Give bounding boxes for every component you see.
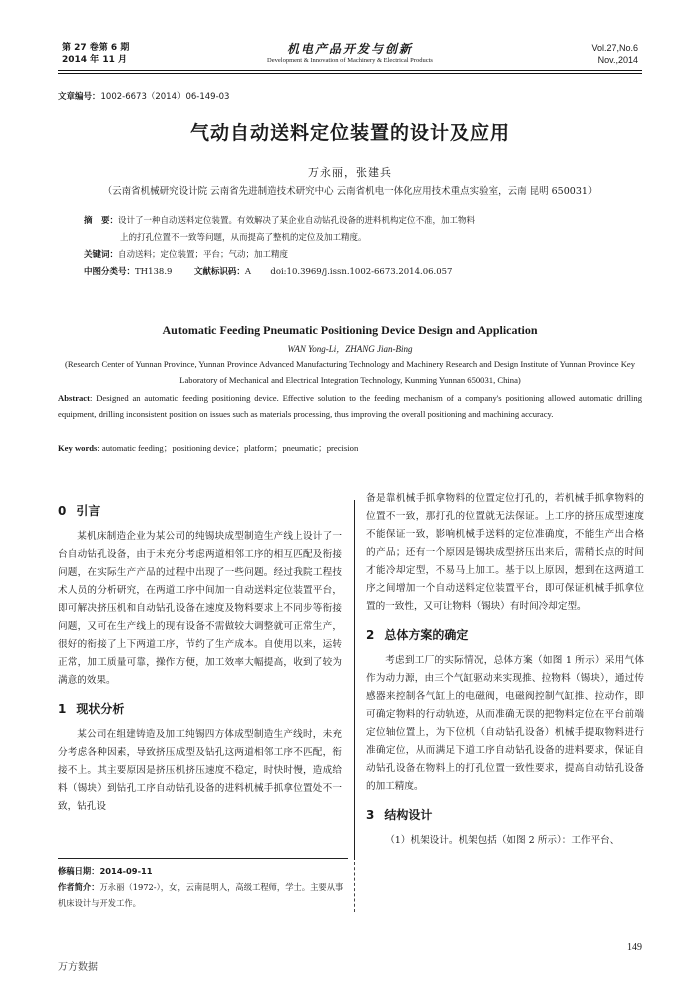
paragraph: （1）机架设计。机架包括（如图 2 所示）：工作平台、 (385, 835, 620, 846)
header-left (62, 42, 129, 66)
header-rule-thin (58, 73, 642, 74)
body-left-column (58, 492, 342, 816)
paper-affiliation: （云南省机械研究设计院 云南省先进制造技术研究中心 云南省机电一体化应用技术重点实验室，云南 昆明 650031） (102, 186, 598, 197)
received-date (58, 863, 348, 879)
english-keywords-text: : automatic feeding；positioning device；platform；pneumatic；precision (97, 443, 359, 453)
english-authors: WAN Yong-Li，ZHANG Jian-Bing (287, 344, 413, 354)
author-bio-value: 万永丽（1972-），女，云南昆明人，高级工程师，学士。主要从事机床设计与开发工作。 (58, 882, 344, 908)
footnote (58, 858, 348, 911)
english-abstract (58, 390, 642, 422)
abstract-cn-line1: 设计了一种自动送料定位装置。有效解决了某企业自动钻孔设备的进料机构定位不准，加工物料 (118, 216, 476, 226)
clc-label: 中图分类号： (84, 267, 136, 277)
classification-line (84, 264, 624, 281)
article-number (58, 90, 229, 102)
section-title: 结构设计 (384, 808, 433, 822)
paper-authors: 万永丽，张建兵 (308, 166, 392, 179)
abstract-cn-line2: 上的打孔位置不一致等问题，从而提高了整机的定位及加工精度。 (120, 233, 367, 243)
paragraph: 某公司在组建铸造及加工纯锡四方体成型制造生产线时，未充分考虑各种因素，导致挤压成型及钻孔这两道相邻工序不匹配，衔接不上。其主要原因是挤压机挤压速度不稳定，时快时慢，造成给料（锡块）到钻孔工序自动钻孔设备的进料机械手抓拿位置处不一致，钻孔设 (58, 729, 342, 812)
header-volume: 第 27 卷第 6 期 (62, 43, 130, 53)
section-title: 现状分析 (76, 702, 125, 716)
section-number: 0 (58, 504, 67, 518)
doc-code-value: A (244, 267, 251, 277)
clc-value: TH138.9 (135, 267, 173, 277)
paper-title: 气动自动送料定位装置的设计及应用 (189, 122, 510, 144)
paragraph: 某机床制造企业为某公司的纯锡块成型制造生产线上设计了一台自动钻孔设备，由于未充分考虑两道相邻工序的相互匹配及衔接问题，在实际生产产品的过程中出现了一些问题。经过我院工程技术人员的分析研究，在两道工序中间加一自动送料定位装置平台，即可解决挤压机和自动钻孔设备在速度及物料要求上不同步等衔接问题，又可在生产线上的现有设备不需做较大调整就可正常生产，很好的衔接了上下两道工序，节约了生产成本。自使用以来，运转正常，加工质量可靠，操作方便，加工效率大幅提高，收到了较为满意的效果。 (58, 531, 342, 686)
header-date: 2014 年 11 月 (62, 55, 127, 65)
section-heading-scheme (366, 626, 644, 644)
english-keywords-label: Key words (58, 443, 98, 453)
section-heading-intro (58, 502, 342, 520)
journal-name-cn: 机电产品开发与创新 (286, 42, 413, 56)
column-divider (354, 500, 355, 860)
doi: doi:10.3969/j.issn.1002-6673.2014.06.057 (270, 267, 453, 277)
received-label: 修稿日期： (58, 866, 100, 876)
section-number: 1 (58, 702, 67, 716)
section-number: 2 (366, 628, 375, 642)
section-heading-analysis (58, 700, 342, 718)
english-title: Automatic Feeding Pneumatic Positioning Device Design and Application (162, 323, 538, 337)
section-heading-structure (366, 806, 644, 824)
paragraph: 备是靠机械手抓拿物料的位置定位打孔的，若机械手抓拿物料的位置不一致，那打孔的位置就无法保证。上工序的挤压成型速度不能保证一致，影响机械手送料的定位准确度，不能生产出合格的产品；还有一个原因是锡块成型挤压出来后，需稍长点的时间才能冷却定型，不易马上加工。基于以上原因，想到在这两道工序之间增加一个自动送料定位装置平台，即可保证机械手抓拿位置的一致性，又可让物料（锡块）有时间冷却定型。 (366, 493, 644, 612)
abstract-cn (84, 213, 624, 230)
journal-name-en: Development & Innovation of Machinery & Electrical Products (267, 57, 433, 64)
section-title: 总体方案的确定 (384, 628, 469, 642)
english-keywords (58, 442, 642, 454)
header-volume-en: Vol.27,No.6 (591, 43, 638, 53)
english-abstract-label: Abstract (58, 393, 90, 403)
header-right (591, 42, 638, 66)
author-bio-label: 作者简介： (58, 882, 100, 892)
body-right-column (366, 490, 644, 850)
header-rule-thick (58, 70, 642, 71)
paragraph: 考虑到工厂的实际情况，总体方案（如图 1 所示）采用气体作为动力源，由三个气缸驱动来实现推、拉物料（锡块），通过传感器来控制各气缸上的电磁阀，电磁阀控制气缸推、拉动作，即可确定物料的行动轨迹，从而准确无误的把物料定位在平台前端定位轴位置上，为下位机（自动钻孔设备）机械手提取物料进行准确定位，从而满足下道工序自动钻孔设备的进料要求，保证自动钻孔设备在物料上的打孔位置一致性要求，提高自动钻孔设备的加工精度。 (366, 655, 644, 792)
keywords-cn-value: 自动送料；定位装置；平台；气动；加工精度 (118, 250, 289, 260)
article-number-label: 文章编号： (58, 92, 101, 102)
received-value: 2014-09-11 (99, 866, 153, 876)
english-affiliation: (Research Center of Yunnan Province, Yunnan Province Advanced Manufacturing Technology and Machinery Research and Design Institute of Yunnan Province Key Laboratory of Mechanical and Electrical Integration Technology, Kunming Yunnan 650031, China) (64, 359, 636, 385)
doc-code-label: 文献标识码： (193, 267, 245, 277)
abstract-cn-label: 摘 要： (84, 216, 119, 226)
keywords-cn-label: 关键词： (84, 250, 119, 260)
page-number: 149 (627, 942, 642, 953)
header-date-en: Nov.,2014 (597, 55, 638, 65)
article-number-value: 1002-6673（2014）06-149-03 (100, 92, 230, 102)
section-title: 引言 (76, 504, 101, 518)
section-number: 3 (366, 808, 375, 822)
column-divider-dashed (354, 862, 355, 912)
journal-masthead (200, 40, 500, 64)
english-abstract-text: : Designed an automatic feeding positioning device. Effective solution to the feeding mechanism of a company's positioning allowed automatic drilling equipment, drilling inconsistent position on issues such as materials processing, thus improving the overall positioning and machining accuracy. (58, 393, 642, 419)
watermark: 万方数据 (58, 962, 98, 973)
keywords-cn (84, 247, 624, 264)
abstract-cn-block (84, 213, 624, 281)
author-bio (58, 879, 348, 911)
